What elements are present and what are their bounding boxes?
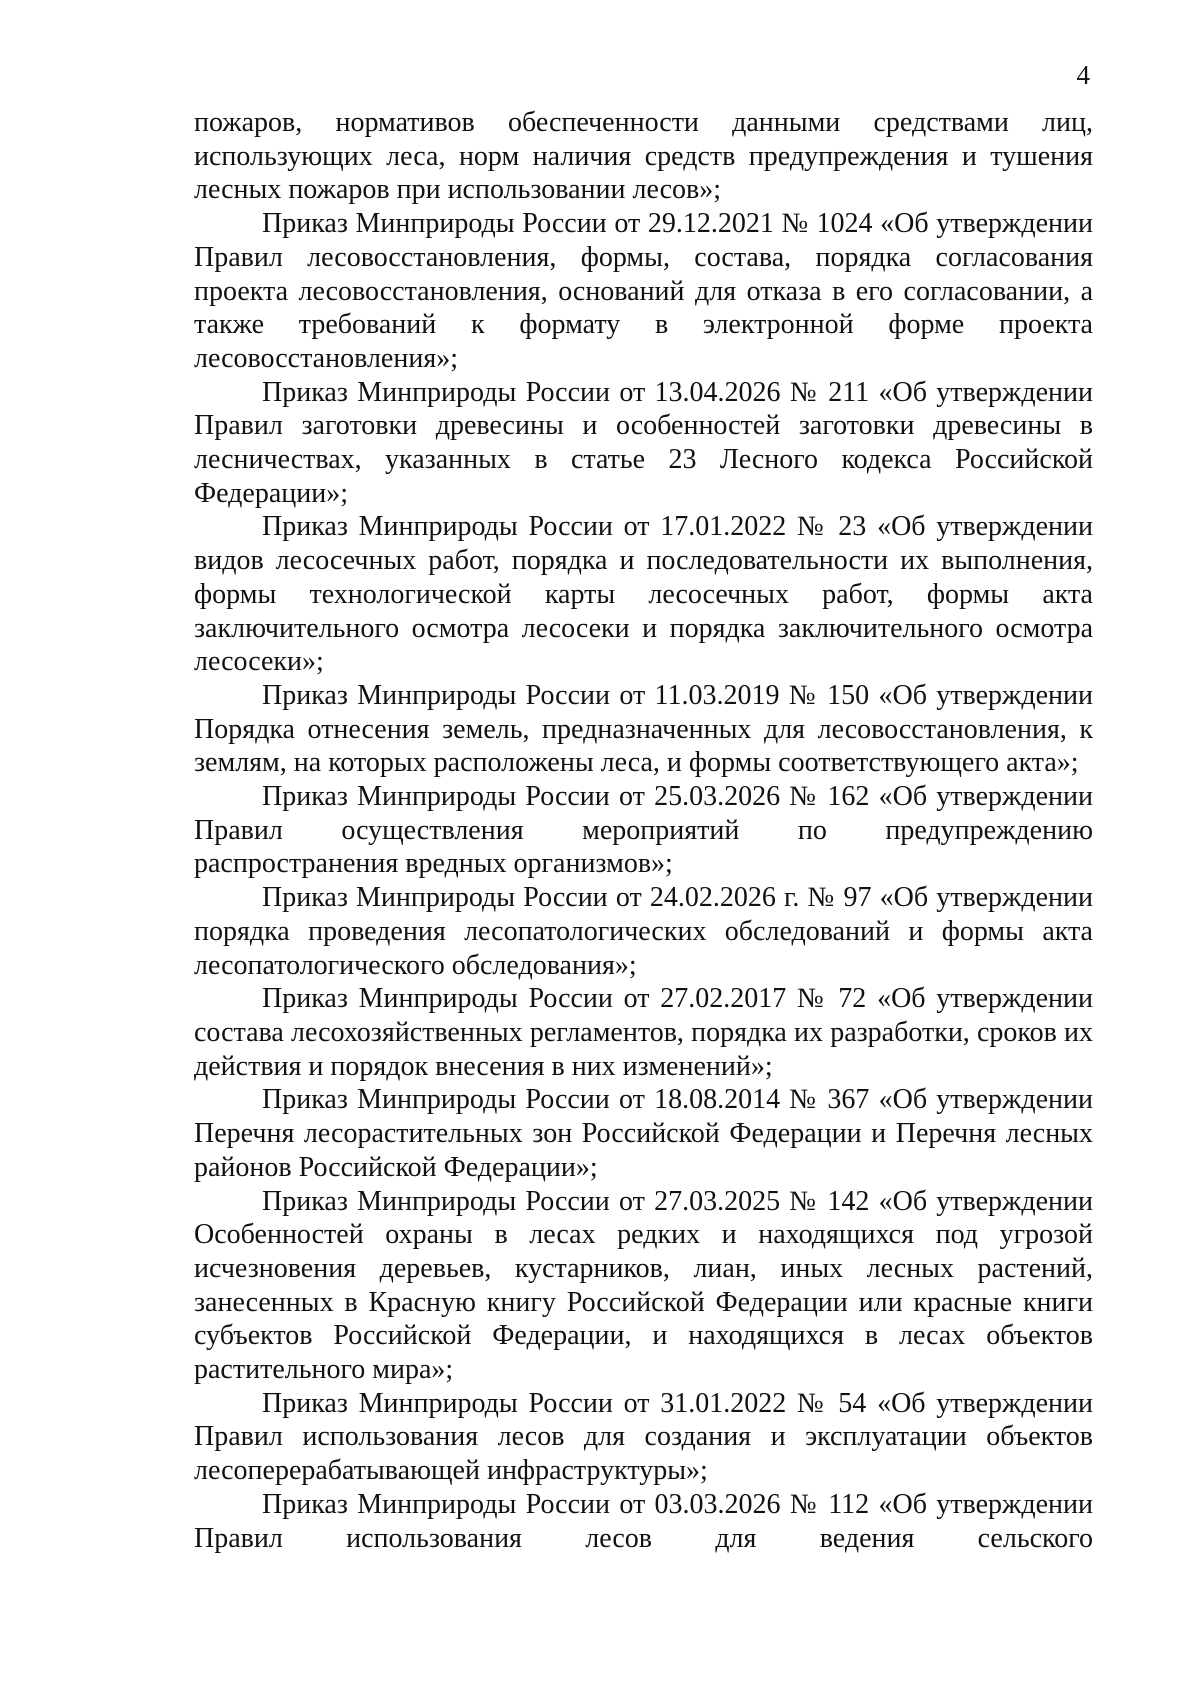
paragraph-continuation: пожаров, нормативов обеспеченности данными средствами лиц, использующих леса, норм наличия средств предупреждения и тушения лесных пожаров при использовании лесов»; bbox=[194, 107, 1093, 206]
list-item: Приказ Минприроды России от 27.02.2017 № 72 «Об утверждении состава лесохозяйственных регламентов, порядка их разработки, сроков их действия и порядок внесения в них изменений»; bbox=[194, 983, 1093, 1082]
list-item: Приказ Минприроды России от 25.03.2026 № 162 «Об утверждении Правил осуществления мероприятий по предупреждению распространения вредных организмов»; bbox=[194, 781, 1093, 880]
list-item: Приказ Минприроды России от 27.03.2025 № 142 «Об утверждении Особенностей охраны в лесах редких и находящихся под угрозой исчезновения деревьев, кустарников, лиан, иных лесных растений, занесенных в Красную книгу Российской Федерации или красные книги субъектов Российской Федерации, и находящихся в лесах объектов растительного мира»; bbox=[194, 1185, 1093, 1386]
list-item: Приказ Минприроды России от 31.01.2022 № 54 «Об утверждении Правил использования лесов для создания и эксплуатации объектов лесоперерабатывающей инфраструктуры»; bbox=[194, 1387, 1093, 1487]
list-item: Приказ Минприроды России от 11.03.2019 № 150 «Об утверждении Порядка отнесения земель, предназначенных для лесовосстановления, к землям, на которых расположены леса, и формы соответствующего акта»; bbox=[194, 679, 1093, 779]
list-item: Приказ Минприроды России от 18.08.2014 № 367 «Об утверждении Перечня лесорастительных зон Российской Федерации и Перечня лесных районов Российской Федерации»; bbox=[194, 1084, 1093, 1183]
list-item: Приказ Минприроды России от 24.02.2026 г. № 97 «Об утверждении порядка проведения лесопатологических обследований и формы акта лесопатологического обследования»; bbox=[194, 882, 1093, 981]
page-number: 4 bbox=[1076, 60, 1090, 90]
document-body bbox=[194, 106, 1093, 1555]
list-item: Приказ Минприроды России от 17.01.2022 № 23 «Об утверждении видов лесосечных работ, порядка и последовательности их выполнения, формы технологической карты лесосечных работ, формы акта заключительного осмотра лесосеки и порядка заключительного осмотра лесосеки»; bbox=[194, 511, 1093, 678]
list-item: Приказ Минприроды России от 29.12.2021 № 1024 «Об утверждении Правил лесовосстановления, формы, состава, порядка согласования проекта лесовосстановления, оснований для отказа в его согласовании, а также требований к формату в электронной форме проекта лесовосстановления»; bbox=[194, 208, 1093, 374]
list-item: Приказ Минприроды России от 13.04.2026 № 211 «Об утверждении Правил заготовки древесины и особенностей заготовки древесины в лесничествах, указанных в статье 23 Лесного кодекса Российской Федерации»; bbox=[194, 376, 1093, 509]
list-item: Приказ Минприроды России от 03.03.2026 № 112 «Об утверждении Правил использования лесов для ведения сельского bbox=[194, 1488, 1093, 1554]
